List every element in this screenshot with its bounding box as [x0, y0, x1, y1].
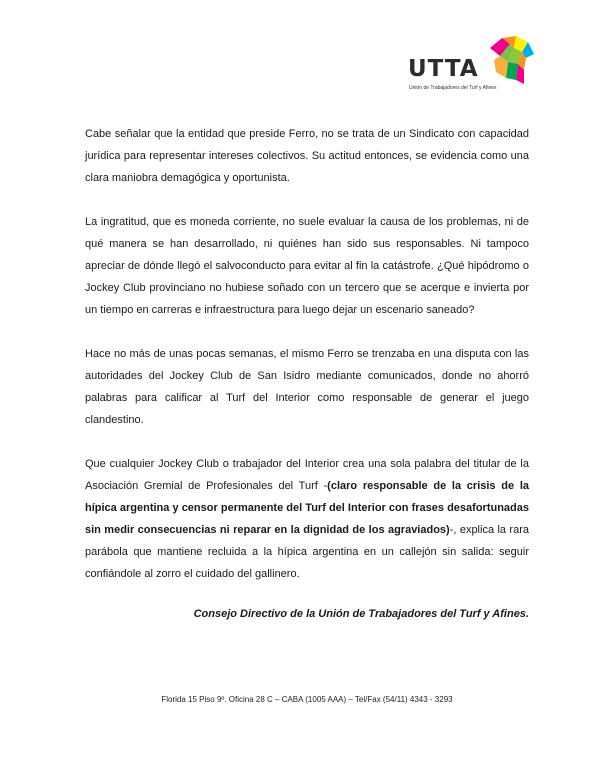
paragraph-4-end: -, explica la rara parábola que mantiene recluida a la hípica argentina en un callejón sin salida: seguir confiándole al zorro el cuidado del gallinero.: [85, 524, 529, 580]
footer-address: Florida 15 Piso 9º. Oficina 28 C – CABA (1005 AAA) – Tel/Fax (54/11) 4343 - 3293: [161, 695, 453, 704]
paragraph-3: Hace no más de unas pocas semanas, el mismo Ferro se trenzaba en una disputa con las autoridades del Jockey Club de San Isidro mediante comunicados, donde no ahorró palabras para calificar al Turf del Interior como responsable de generar el juego clandestino.: [85, 348, 529, 426]
horse-head-icon: [480, 34, 536, 86]
paragraph-1: Cabe señalar que la entidad que preside Ferro, no se trata de un Sindicato con capacidad jurídica para representar intereses colectivos. Su actitud entonces, se evidencia como una clara maniobra demagógica y oportunista.: [85, 128, 529, 184]
paragraph-4-start: Que cualquier Jockey Club o trabajador del Interior crea una sola palabra del titular de la Asociación Gremial de Profesionales del Turf -: [85, 458, 529, 492]
letter-body: [85, 123, 529, 603]
paragraph-4-bold: (claro responsable de la crisis de la hípica argentina y censor permanente del Turf del Interior con frases desafortunadas sin medir consecuencias ni reparar en la dignidad de los agraviados): [85, 480, 529, 536]
logo-subtitle: Unión de Trabajadores del Turf y Afines: [409, 85, 497, 91]
utta-logo: [408, 34, 538, 98]
logo-wordmark: UTTA: [408, 56, 479, 82]
paragraph-2: La ingratitud, que es moneda corriente, no suele evaluar la causa de los problemas, ni de qué manera se han desarrollado, ni quiénes han sido sus responsables. Ni tampoco apreciar de dónde llegó el salvoconducto para evitar al fin la catástrofe. ¿Qué hipódromo o Jockey Club provinciano no hubiese soñado con un tercero que se acerque e invierta por un tiempo en carreras e infraestructura para luego dejar un escenario saneado?: [85, 216, 529, 316]
paragraph-4: [85, 453, 529, 585]
signature: Consejo Directivo de la Unión de Trabajadores del Turf y Afines.: [193, 608, 529, 620]
